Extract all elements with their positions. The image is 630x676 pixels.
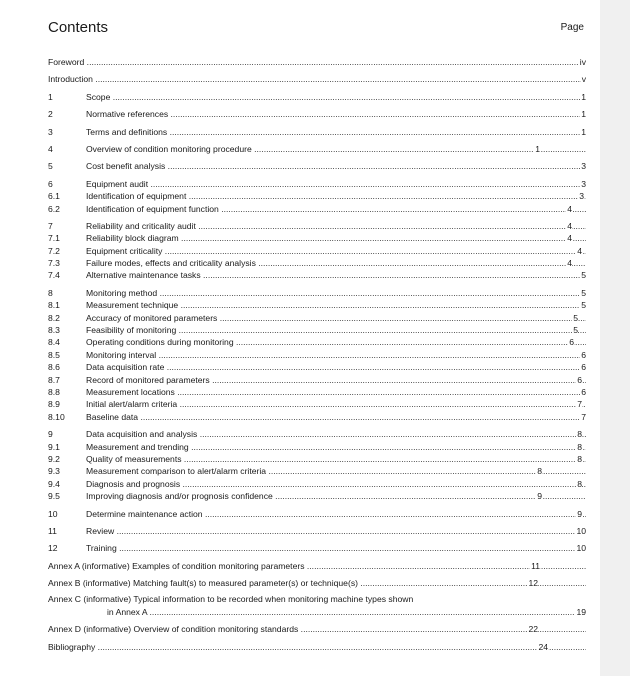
toc-entry-page: 5: [581, 287, 586, 298]
toc-entry[interactable]: [48, 108, 586, 120]
toc-entry-page: v: [581, 74, 586, 85]
toc-entry-title: Operating conditions during monitoring .....: [86, 336, 586, 348]
toc-entry-number: 9.4: [48, 478, 60, 489]
toc-entry[interactable]: [48, 257, 586, 269]
toc-entry[interactable]: [48, 73, 586, 85]
toc-entry-number: 7.3: [48, 258, 60, 269]
toc-entry-title: Introduction .....: [48, 73, 586, 85]
toc-entry[interactable]: [48, 428, 586, 440]
toc-entry-number: 7.4: [48, 270, 60, 281]
toc-entry-title: Reliability and criticality audit .....: [86, 220, 586, 232]
toc-entry-page: 9: [577, 508, 582, 519]
toc-entry-number: 6.2: [48, 203, 60, 214]
toc-entry-page: 7: [581, 411, 586, 422]
toc-entry-number: 8.7: [48, 374, 60, 385]
toc-entry-title: Measurement locations .....: [86, 386, 586, 398]
toc-entry[interactable]: [48, 478, 586, 490]
toc-entry-page: 1: [535, 143, 540, 154]
toc-entry[interactable]: [48, 324, 586, 336]
toc-entry[interactable]: [48, 91, 586, 103]
toc-entry[interactable]: [48, 349, 586, 361]
toc-entry[interactable]: [48, 287, 586, 299]
table-of-contents: [48, 56, 586, 653]
toc-entry[interactable]: [48, 411, 586, 423]
toc-entry[interactable]: [48, 299, 586, 311]
toc-entry-number: 8.10: [48, 411, 65, 422]
toc-entry[interactable]: [48, 508, 586, 520]
toc-entry-title: Review .....: [86, 525, 586, 537]
page-title: Contents: [48, 19, 109, 36]
toc-entry-title: Data acquisition rate .....: [86, 361, 586, 373]
toc-entry-title: Equipment audit .....: [86, 178, 586, 190]
toc-entry-title: Annex B (informative) Matching fault(s) to measured parameter(s) or technique(s) .....: [48, 577, 586, 589]
toc-entry-number: 8.1: [48, 300, 60, 311]
toc-entry-page: 4: [577, 245, 582, 256]
toc-entry-title: Overview of condition monitoring procedure .....: [86, 143, 586, 155]
toc-entry-number: 9.1: [48, 441, 60, 452]
toc-entry-page: 4: [567, 233, 572, 244]
toc-entry-number: 8.8: [48, 386, 60, 397]
toc-entry-page: 1: [581, 91, 586, 102]
toc-entry[interactable]: [48, 269, 586, 281]
toc-entry-title: Identification of equipment .....: [86, 190, 586, 202]
toc-entry-title: Failure modes, effects and criticality analysis .....: [86, 257, 586, 269]
toc-entry-page: 5: [581, 270, 586, 281]
toc-entry[interactable]: [48, 374, 586, 386]
toc-entry-page: 11: [531, 560, 540, 571]
toc-entry-page: 10: [576, 525, 586, 536]
toc-entry-page: 6: [581, 386, 586, 397]
toc-entry-annex-c[interactable]: [48, 593, 586, 618]
toc-entry-page: 8: [577, 478, 582, 489]
toc-entry[interactable]: [48, 490, 586, 502]
toc-entry-page: 4: [567, 220, 572, 231]
toc-entry[interactable]: [48, 336, 586, 348]
toc-entry-title: Reliability block diagram .....: [86, 232, 586, 244]
toc-entry-page: 10: [576, 543, 586, 554]
toc-entry-page: 6: [581, 349, 586, 360]
toc-entry-title: Improving diagnosis and/or prognosis confidence .....: [86, 490, 586, 502]
toc-entry[interactable]: [48, 203, 586, 215]
toc-entry-title: Initial alert/alarm criteria .....: [86, 398, 586, 410]
toc-entry-number: 11: [48, 525, 57, 536]
toc-entry-title: Data acquisition and analysis .....: [86, 428, 586, 440]
toc-entry-number: 7.1: [48, 233, 60, 244]
toc-entry[interactable]: [48, 245, 586, 257]
toc-entry-page: 3: [581, 161, 586, 172]
toc-entry-number: 9: [48, 429, 53, 440]
toc-entry-number: 7: [48, 220, 53, 231]
toc-entry-title: Identification of equipment function .....: [86, 203, 586, 215]
toc-entry-title: Cost benefit analysis .....: [86, 160, 586, 172]
toc-entry[interactable]: [48, 178, 586, 190]
toc-entry-page: 6: [569, 337, 574, 348]
toc-entry-number: 1: [48, 91, 53, 102]
toc-entry-page: 6: [581, 362, 586, 373]
right-sidebar: [600, 0, 630, 676]
toc-entry[interactable]: [48, 542, 586, 554]
toc-entry[interactable]: [48, 190, 586, 202]
toc-entry-title: Normative references .....: [86, 108, 586, 120]
toc-entry-page: 9: [537, 491, 542, 502]
toc-entry-title: Diagnosis and prognosis .....: [86, 478, 586, 490]
toc-entry-number: 12: [48, 543, 58, 554]
toc-entry-number: 6: [48, 178, 53, 189]
toc-entry[interactable]: [48, 126, 586, 138]
toc-entry-title: Accuracy of monitored parameters .....: [86, 312, 586, 324]
toc-entry-number: 9.2: [48, 453, 60, 464]
toc-entry[interactable]: [48, 220, 586, 232]
toc-entry-page: 4: [567, 258, 572, 269]
toc-entry[interactable]: [48, 623, 586, 635]
toc-entry-title: Quality of measurements .....: [86, 453, 586, 465]
toc-entry-title-cont: in Annex A .....: [48, 606, 586, 618]
toc-entry-number: 8: [48, 287, 53, 298]
toc-entry-page: 22: [528, 624, 538, 635]
toc-entry[interactable]: [48, 453, 586, 465]
toc-entry[interactable]: [48, 398, 586, 410]
toc-entry[interactable]: [48, 312, 586, 324]
toc-entry-page: 6: [577, 374, 582, 385]
toc-entry[interactable]: [48, 641, 586, 653]
toc-entry-number: 9.3: [48, 466, 60, 477]
toc-entry[interactable]: [48, 143, 586, 155]
toc-entry-number: 10: [48, 508, 58, 519]
toc-entry-title: Monitoring interval .....: [86, 349, 586, 361]
toc-entry-page: 24: [538, 641, 548, 652]
toc-entry-title: Annex C (informative) Typical information to be recorded when monitoring machine types shown: [48, 594, 414, 605]
toc-entry-number: 8.6: [48, 362, 60, 373]
toc-entry-number: 9.5: [48, 491, 60, 502]
toc-entry-title: Baseline data .....: [86, 411, 586, 423]
toc-entry-page: 8: [577, 429, 582, 440]
toc-entry[interactable]: [48, 465, 586, 477]
toc-entry[interactable]: [48, 361, 586, 373]
toc-entry-page: iv: [579, 57, 586, 67]
toc-entry-number: 6.1: [48, 191, 60, 202]
toc-entry-number: 8.5: [48, 349, 60, 360]
page-column-header: Page: [560, 22, 584, 33]
toc-entry-title: Training .....: [86, 542, 586, 554]
toc-entry-title: Measurement comparison to alert/alarm criteria .....: [86, 465, 586, 477]
toc-entry-title: Alternative maintenance tasks .....: [86, 269, 586, 281]
toc-entry-number: 2: [48, 109, 53, 120]
toc-entry-title: Terms and definitions .....: [86, 126, 586, 138]
toc-entry-page: 3: [581, 178, 586, 189]
toc-entry-number: 7.2: [48, 245, 60, 256]
toc-entry-page: 5: [573, 325, 578, 336]
toc-entry-number: 8.2: [48, 312, 60, 323]
toc-entry-page: 8: [577, 441, 582, 452]
toc-entry[interactable]: [48, 560, 586, 572]
toc-entry-page: 3: [579, 191, 584, 202]
toc-entry-page: 5: [573, 312, 578, 323]
toc-entry-title: Measurement and trending .....: [86, 441, 586, 453]
toc-entry-title: Annex A (informative) Examples of condition monitoring parameters .....: [48, 560, 586, 572]
toc-entry-title: Determine maintenance action .....: [86, 508, 586, 520]
toc-entry[interactable]: [48, 56, 586, 68]
toc-entry[interactable]: [48, 441, 586, 453]
toc-entry-title: Equipment criticality .....: [86, 245, 586, 257]
toc-entry-title: Monitoring method .....: [86, 287, 586, 299]
toc-entry-title: Annex D (informative) Overview of condition monitoring standards .....: [48, 623, 586, 635]
toc-entry-page: 1: [581, 109, 586, 120]
toc-entry[interactable]: [48, 525, 586, 537]
toc-entry-title: Bibliography .....: [48, 641, 586, 653]
toc-entry-number: 4: [48, 143, 53, 154]
toc-entry-page: 7: [577, 399, 582, 410]
toc-entry-title: Record of monitored parameters .....: [86, 374, 586, 386]
toc-entry-page: 12: [528, 578, 538, 589]
toc-entry-page: 8: [537, 466, 542, 477]
toc-entry-number: 8.3: [48, 325, 60, 336]
toc-entry[interactable]: [48, 160, 586, 172]
toc-entry-number: 5: [48, 161, 53, 172]
toc-entry-title: Scope .....: [86, 91, 586, 103]
toc-entry-page: 4: [567, 203, 572, 214]
toc-entry-page: 19: [576, 606, 586, 617]
toc-entry[interactable]: [48, 577, 586, 589]
toc-entry-page: 8: [577, 453, 582, 464]
toc-entry-number: 8.9: [48, 399, 60, 410]
toc-entry-title: Feasibility of monitoring .....: [86, 324, 586, 336]
toc-entry-page: 5: [581, 300, 586, 311]
toc-entry-title: Measurement technique .....: [86, 299, 586, 311]
toc-entry-title: Foreword .....: [48, 56, 586, 68]
toc-entry[interactable]: [48, 386, 586, 398]
toc-entry-number: 8.4: [48, 337, 60, 348]
toc-entry-page: 1: [581, 126, 586, 137]
toc-entry[interactable]: [48, 232, 586, 244]
toc-entry-number: 3: [48, 126, 53, 137]
